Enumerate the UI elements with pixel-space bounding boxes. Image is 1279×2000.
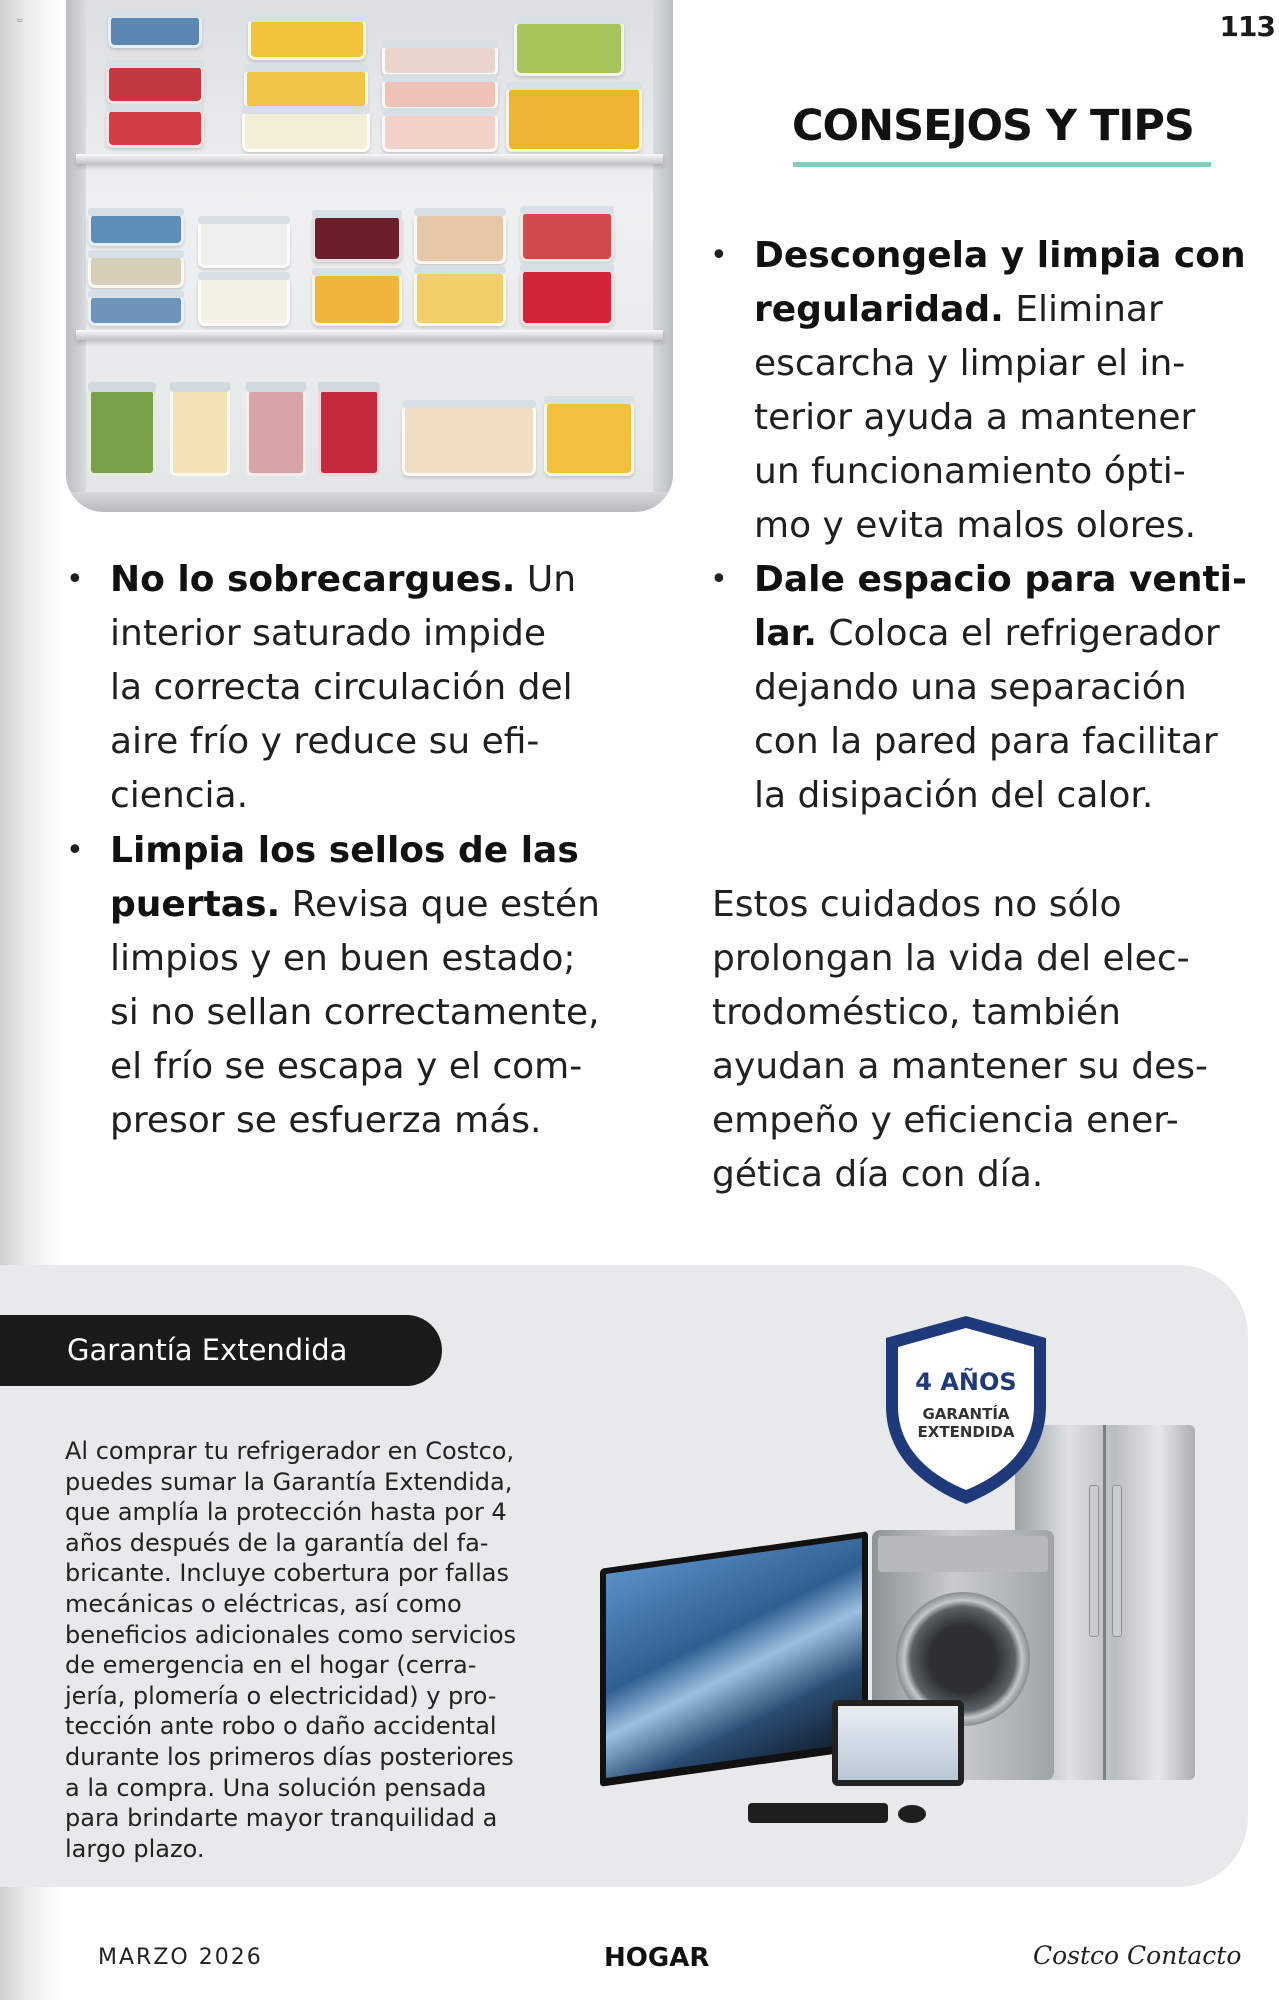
appliances-illustration bbox=[600, 1300, 1240, 1860]
tip-title: No lo sobrecargues. bbox=[110, 559, 516, 600]
heading-underline bbox=[793, 162, 1211, 167]
tip-title: Limpia los sellos de las bbox=[110, 830, 579, 871]
section-heading: CONSEJOS Y TIPS bbox=[792, 101, 1194, 151]
fridge-interior-photo bbox=[66, 0, 673, 512]
tip-overload: • No lo sobrecargues. Un interior saturado impide la correcta circulación del aire frío y reduce su efi- ciencia. bbox=[66, 559, 577, 816]
warranty-body: Al comprar tu refrigerador en Costco, puedes sumar la Garantía Extendida, que amplía la protección hasta por 4 años después de la garantía del fa- bricante. Incluye cobertura por fallas mecánicas o eléctricas, así como beneficios adicionales como servicios de emergencia en el hogar (cerra- jería, plomería o electricidad) y pro- tección ante robo o daño accidental durante los primeros días posteriores a la compra. Una solución pensada para brindarte mayor tranquilidad a largo plazo. bbox=[65, 1437, 517, 1863]
tip-title: Dale espacio para venti- bbox=[754, 559, 1247, 600]
tip-door-seals: • Limpia los sellos de las puertas. Revisa que estén limpios y en buen estado; si no sellan correctamente, el frío se escapa y el com- presor se esfuerza más. bbox=[66, 830, 600, 1141]
tip-title: lar. bbox=[754, 613, 817, 654]
warranty-tab-label: Garantía Extendida bbox=[0, 1315, 442, 1386]
mouse-image bbox=[898, 1805, 926, 1823]
tv-image bbox=[600, 1531, 868, 1787]
tip-defrost: • Descongela y limpia con regularidad. Eliminar escarcha y limpiar el in- terior ayuda a mantener un funcionamiento ópti- mo y evita malos olores. bbox=[710, 235, 1246, 546]
tip-title: Descongela y limpia con bbox=[754, 235, 1246, 276]
footer-brand: Costco Contacto bbox=[1033, 1941, 1242, 1970]
warranty-shield-badge bbox=[878, 1310, 1054, 1510]
laptop-image bbox=[832, 1700, 964, 1786]
badge-years: 4 AÑOS bbox=[915, 1368, 1017, 1396]
footer-section: HOGAR bbox=[604, 1943, 710, 1973]
keyboard-image bbox=[748, 1803, 888, 1823]
badge-label: GARANTÍA EXTENDIDA bbox=[917, 1405, 1015, 1441]
tip-title: regularidad. bbox=[754, 289, 1004, 330]
corner-mark: = bbox=[16, 16, 24, 26]
page-number: 113 bbox=[1219, 10, 1275, 43]
tip-title: puertas. bbox=[110, 884, 281, 925]
footer-date: MARZO 2026 bbox=[98, 1945, 263, 1970]
tip-ventilation: • Dale espacio para venti- lar. Coloca el refrigerador dejando una separación con la pared para facilitar la disipación del calor. bbox=[710, 559, 1247, 816]
closing-paragraph: Estos cuidados no sólo prolongan la vida del elec- trodoméstico, también ayudan a mantener su des- empeño y eficiencia ener- gética día con día. bbox=[712, 884, 1209, 1195]
